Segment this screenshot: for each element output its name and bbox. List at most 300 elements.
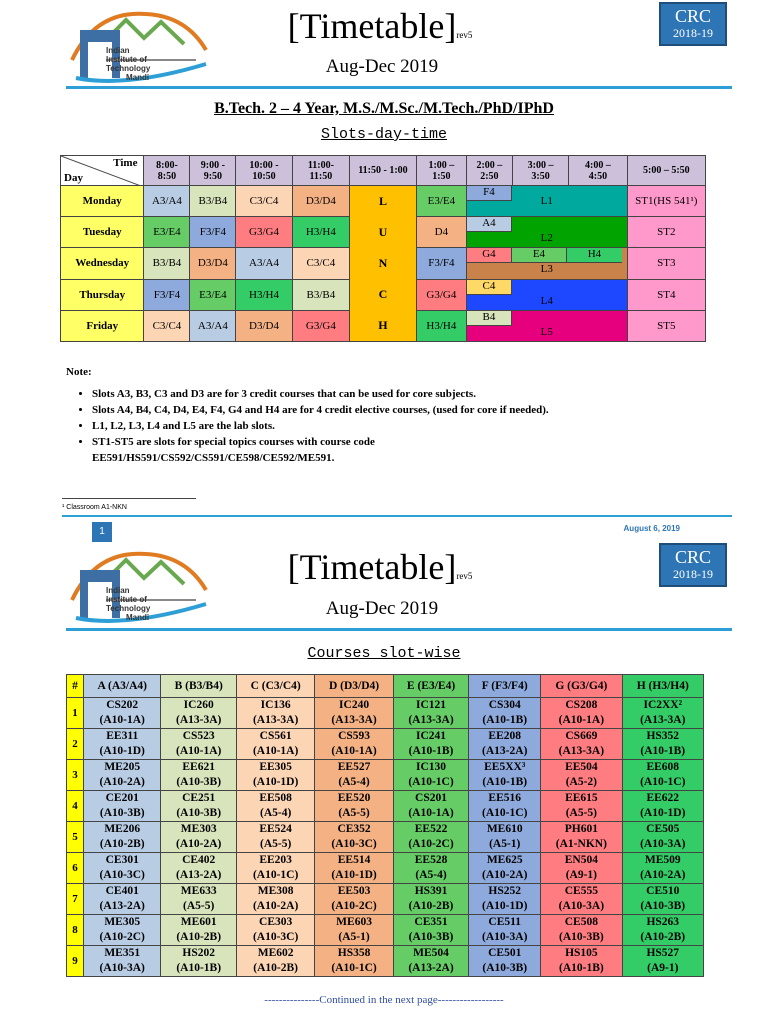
course-code: IC241 bbox=[416, 730, 447, 742]
course-cell bbox=[315, 853, 393, 884]
course-room: (A13-3A) bbox=[640, 714, 686, 726]
table-row bbox=[67, 946, 704, 977]
slot-cell: A3/A4 bbox=[144, 186, 190, 217]
course-room: (A5-5) bbox=[565, 807, 597, 819]
course-room: (A13-3A) bbox=[176, 714, 222, 726]
course-room: (A10-2B) bbox=[253, 962, 298, 974]
header-divider bbox=[66, 628, 732, 631]
course-cell bbox=[541, 853, 622, 884]
course-room: (A10-1D) bbox=[482, 900, 528, 912]
note-item: • Slots A4, B4, C4, D4, E4, F4, G4 and H4 are for 4 credit elective courses, (used for core if needed). bbox=[92, 402, 716, 418]
col-header: # bbox=[67, 675, 84, 698]
course-cell bbox=[315, 946, 393, 977]
course-code: CS201 bbox=[415, 792, 447, 804]
footnote-rule bbox=[62, 498, 196, 499]
course-cell bbox=[84, 884, 161, 915]
slot-cell: A3/A4 bbox=[236, 248, 292, 279]
course-room: (A13-2A) bbox=[176, 869, 222, 881]
slot-cell: D3/D4 bbox=[190, 248, 236, 279]
courses-slot-table bbox=[66, 674, 704, 977]
course-code: EE608 bbox=[646, 761, 680, 773]
course-cell bbox=[84, 791, 161, 822]
course-code: IC121 bbox=[416, 699, 447, 711]
row-number: 4 bbox=[67, 791, 84, 822]
time-header: 5:00 – 5:50 bbox=[627, 156, 705, 186]
course-room: (A13-3A) bbox=[331, 714, 377, 726]
col-header: F (F3/F4) bbox=[469, 675, 541, 698]
course-cell bbox=[469, 822, 541, 853]
course-cell bbox=[622, 822, 703, 853]
course-code: ME625 bbox=[486, 854, 523, 866]
course-code: CS202 bbox=[106, 699, 139, 711]
course-code: IC130 bbox=[416, 761, 447, 773]
course-room: (A5-4) bbox=[338, 776, 370, 788]
slot-cell: B3/B4 bbox=[190, 186, 236, 217]
course-room: (A1-NKN) bbox=[555, 838, 607, 850]
row-number: 6 bbox=[67, 853, 84, 884]
day-friday: Friday bbox=[61, 310, 144, 341]
course-code: CE303 bbox=[259, 916, 293, 928]
row-number: 7 bbox=[67, 884, 84, 915]
course-code: EE528 bbox=[414, 854, 448, 866]
slot-cell: F3/F4 bbox=[190, 217, 236, 248]
slot-cell: E3/E4 bbox=[144, 217, 190, 248]
course-code: EE503 bbox=[337, 885, 371, 897]
course-cell bbox=[622, 946, 703, 977]
course-cell bbox=[393, 791, 469, 822]
col-header: E (E3/E4) bbox=[393, 675, 469, 698]
course-cell bbox=[469, 760, 541, 791]
course-code: EE622 bbox=[646, 792, 680, 804]
table-row bbox=[67, 729, 704, 760]
course-room: (A10-2C) bbox=[99, 931, 145, 943]
time-header: 2:00 – 2:50 bbox=[466, 156, 512, 186]
slot-cell: C3/C4 bbox=[292, 248, 349, 279]
course-code: EE621 bbox=[182, 761, 215, 773]
course-room: (A10-1D) bbox=[99, 745, 145, 757]
slot-cell: G3/G4 bbox=[416, 279, 466, 310]
course-cell bbox=[161, 853, 237, 884]
day-tuesday: Tuesday bbox=[61, 217, 144, 248]
slots-day-time-table bbox=[60, 155, 706, 342]
course-cell bbox=[393, 915, 469, 946]
course-room: (A5-1) bbox=[338, 931, 370, 943]
notes-section bbox=[66, 364, 716, 466]
course-code: HS105 bbox=[565, 947, 598, 959]
course-room: (A10-3A) bbox=[640, 838, 686, 850]
course-code: EE514 bbox=[337, 854, 371, 866]
time-header: 8:00- 8:50 bbox=[144, 156, 190, 186]
row-number: 1 bbox=[67, 698, 84, 729]
page-date: August 6, 2019 bbox=[623, 524, 680, 533]
course-room: (A13-3A) bbox=[252, 714, 299, 726]
slot-cell: B3/B4 bbox=[292, 279, 349, 310]
courses-subheading: Courses slot-wise bbox=[307, 645, 461, 662]
row-number: 8 bbox=[67, 915, 84, 946]
course-room: (A13-3A) bbox=[558, 745, 605, 757]
course-code: ME305 bbox=[104, 916, 141, 928]
col-header: D (D3/D4) bbox=[315, 675, 393, 698]
course-room: (A10-2C) bbox=[408, 838, 454, 850]
day-thursday: Thursday bbox=[61, 279, 144, 310]
course-code: PH601 bbox=[564, 823, 598, 835]
st-cell: ST3 bbox=[627, 248, 705, 279]
notes-title: Note: bbox=[66, 366, 92, 378]
footnote: ¹ Classroom A1-NKN bbox=[62, 504, 127, 511]
course-room: (A5-5) bbox=[183, 900, 215, 912]
course-room: (A10-2B) bbox=[640, 931, 686, 943]
course-room: (A10-3B) bbox=[559, 931, 604, 943]
course-cell bbox=[84, 946, 161, 977]
table-row bbox=[67, 791, 704, 822]
course-code: ME206 bbox=[104, 823, 141, 835]
course-rows bbox=[67, 698, 704, 977]
day-monday: Monday bbox=[61, 186, 144, 217]
slot-cell: B3/B4 bbox=[144, 248, 190, 279]
course-room: (A10-1C) bbox=[252, 869, 299, 881]
course-room: (A5-5) bbox=[338, 807, 370, 819]
course-cell bbox=[469, 915, 541, 946]
course-cell bbox=[84, 698, 161, 729]
course-code: CE555 bbox=[564, 885, 598, 897]
course-room: (A10-1B) bbox=[408, 745, 454, 757]
course-code: EE615 bbox=[565, 792, 598, 804]
course-room: (A10-1D) bbox=[640, 807, 686, 819]
course-cell bbox=[236, 884, 314, 915]
corner-cell: Time Day bbox=[61, 156, 144, 186]
time-header: 11:00- 11:50 bbox=[292, 156, 349, 186]
course-code: CE251 bbox=[182, 792, 216, 804]
course-code: EE504 bbox=[565, 761, 598, 773]
course-room: (A10-1D) bbox=[252, 776, 299, 788]
course-code: CE501 bbox=[488, 947, 522, 959]
slots-subheading: Slots-day-time bbox=[320, 126, 448, 143]
course-room: (A10-1B) bbox=[482, 776, 528, 788]
course-room: (A10-3B) bbox=[176, 776, 222, 788]
lab-l5: B4 L5 bbox=[466, 310, 627, 341]
course-room: (A10-3A) bbox=[558, 900, 605, 912]
course-code: ME602 bbox=[257, 947, 294, 959]
course-room: (A10-1A) bbox=[99, 714, 145, 726]
course-code: CS593 bbox=[338, 730, 371, 742]
course-cell bbox=[541, 884, 622, 915]
course-code: ME603 bbox=[336, 916, 372, 928]
course-cell bbox=[161, 884, 237, 915]
time-header: 9:00 - 9:50 bbox=[190, 156, 236, 186]
course-cell bbox=[236, 822, 314, 853]
continued-note: ---------------Continued in the next page------------------ bbox=[264, 994, 504, 1006]
st-cell: ST2 bbox=[627, 217, 705, 248]
course-room: (A10-3A) bbox=[482, 931, 528, 943]
course-code: ME351 bbox=[104, 947, 141, 959]
time-header: 11:50 - 1:00 bbox=[350, 156, 417, 186]
program-heading: B.Tech. 2 – 4 Year, M.S./M.Sc./M.Tech./PhD/IPhD bbox=[214, 100, 554, 117]
time-header: 10:00 - 10:50 bbox=[236, 156, 292, 186]
course-cell bbox=[84, 822, 161, 853]
course-cell bbox=[161, 791, 237, 822]
course-cell bbox=[315, 760, 393, 791]
slot-cell: H3/H4 bbox=[292, 217, 349, 248]
course-cell bbox=[393, 760, 469, 791]
course-cell bbox=[541, 915, 622, 946]
course-cell bbox=[315, 698, 393, 729]
course-cell bbox=[469, 946, 541, 977]
slot-cell: C3/C4 bbox=[236, 186, 292, 217]
col-header: H (H3/H4) bbox=[622, 675, 703, 698]
course-code: CS208 bbox=[565, 699, 598, 711]
course-cell bbox=[161, 946, 237, 977]
course-cell bbox=[541, 760, 622, 791]
note-item: • Slots A3, B3, C3 and D3 are for 3 credit courses that can be used for core subjects. bbox=[92, 386, 716, 402]
course-code: CE401 bbox=[105, 885, 139, 897]
table-row bbox=[67, 884, 704, 915]
course-cell bbox=[541, 791, 622, 822]
logo-caption: Indian Institute of Technology Mandi bbox=[106, 46, 151, 82]
course-room: (A10-3B) bbox=[640, 900, 686, 912]
slot-cell: F3/F4 bbox=[144, 279, 190, 310]
course-room: (A10-3C) bbox=[331, 838, 377, 850]
course-code: CE511 bbox=[488, 916, 522, 928]
course-code: EE516 bbox=[488, 792, 522, 804]
time-header: 1:00 – 1:50 bbox=[416, 156, 466, 186]
slot-cell: D3/D4 bbox=[236, 310, 292, 341]
lunch-cell: L U N C H bbox=[350, 186, 417, 342]
course-code: HS202 bbox=[182, 947, 215, 959]
logo-caption: Indian Institute of Technology Mandi bbox=[106, 586, 151, 622]
course-cell bbox=[236, 729, 314, 760]
slot-cell: H3/H4 bbox=[236, 279, 292, 310]
table-row bbox=[67, 698, 704, 729]
course-room: (A10-2A) bbox=[482, 869, 528, 881]
course-cell bbox=[315, 791, 393, 822]
crc-badge: CRC 2018-19 bbox=[659, 2, 727, 46]
course-room: (A10-3A) bbox=[99, 962, 145, 974]
course-code: HS252 bbox=[488, 885, 522, 897]
course-cell bbox=[161, 698, 237, 729]
course-code: ME303 bbox=[180, 823, 217, 835]
course-cell bbox=[541, 729, 622, 760]
slot-cell: D4 bbox=[416, 217, 466, 248]
course-cell bbox=[541, 698, 622, 729]
course-cell bbox=[622, 698, 703, 729]
course-cell bbox=[236, 915, 314, 946]
course-cell bbox=[622, 791, 703, 822]
course-cell bbox=[315, 915, 393, 946]
course-cell bbox=[469, 791, 541, 822]
course-room: (A9-1) bbox=[647, 962, 679, 974]
course-code: CE301 bbox=[105, 854, 139, 866]
lab-l2: A4 L2 bbox=[466, 217, 627, 248]
course-code: EE508 bbox=[259, 792, 292, 804]
course-cell bbox=[469, 698, 541, 729]
page-number: 1 bbox=[92, 522, 112, 542]
note-item: • ST1-ST5 are slots for special topics courses with course code bbox=[92, 434, 716, 450]
course-cell bbox=[161, 729, 237, 760]
course-code: EN504 bbox=[564, 854, 598, 866]
course-cell bbox=[541, 822, 622, 853]
course-cell bbox=[236, 946, 314, 977]
col-header: B (B3/B4) bbox=[161, 675, 237, 698]
course-room: (A5-4) bbox=[415, 869, 447, 881]
note-item: • L1, L2, L3, L4 and L5 are the lab slots. bbox=[92, 418, 716, 434]
course-cell bbox=[622, 760, 703, 791]
course-room: (A10-2A) bbox=[99, 776, 145, 788]
course-cell bbox=[469, 884, 541, 915]
course-code: ME308 bbox=[257, 885, 294, 897]
note-item-continuation: EE591/HS591/CS592/CS591/CE598/CE592/ME591. bbox=[92, 452, 335, 464]
course-cell bbox=[622, 853, 703, 884]
course-room: (A10-2C) bbox=[331, 900, 377, 912]
course-cell bbox=[393, 853, 469, 884]
course-code: EE208 bbox=[488, 730, 522, 742]
course-room: (A10-2B) bbox=[176, 931, 222, 943]
crc-badge: CRC 2018-19 bbox=[659, 543, 727, 587]
course-room: (A10-1C) bbox=[331, 962, 377, 974]
col-header: C (C3/C4) bbox=[236, 675, 314, 698]
slot-cell: F3/F4 bbox=[416, 248, 466, 279]
course-cell bbox=[84, 853, 161, 884]
slot-cell: C3/C4 bbox=[144, 310, 190, 341]
course-room: (A10-3B) bbox=[99, 807, 145, 819]
course-room: (A10-1A) bbox=[252, 745, 299, 757]
course-code: CE351 bbox=[414, 916, 448, 928]
course-room: (A13-2A) bbox=[482, 745, 528, 757]
course-room: (A5-2) bbox=[565, 776, 597, 788]
course-code: CE505 bbox=[646, 823, 680, 835]
term-label: Aug-Dec 2019 bbox=[325, 598, 439, 619]
course-cell bbox=[469, 853, 541, 884]
time-header: 4:00 – 4:50 bbox=[569, 156, 627, 186]
course-room: (A10-1A) bbox=[176, 745, 222, 757]
course-code: CS561 bbox=[259, 730, 292, 742]
time-header: 3:00 – 3:50 bbox=[512, 156, 568, 186]
course-room: (A10-1A) bbox=[331, 745, 377, 757]
course-code: IC136 bbox=[260, 699, 291, 711]
col-header: G (G3/G4) bbox=[541, 675, 622, 698]
course-cell bbox=[315, 884, 393, 915]
course-cell bbox=[393, 822, 469, 853]
course-room: (A10-2A) bbox=[252, 900, 299, 912]
course-code: ME205 bbox=[104, 761, 141, 773]
slot-cell: A3/A4 bbox=[190, 310, 236, 341]
course-cell bbox=[469, 729, 541, 760]
course-room: (A10-1A) bbox=[558, 714, 605, 726]
page-divider bbox=[62, 515, 732, 517]
course-cell bbox=[393, 946, 469, 977]
course-code: ME633 bbox=[180, 885, 217, 897]
course-cell bbox=[161, 760, 237, 791]
table-row bbox=[67, 760, 704, 791]
course-cell bbox=[84, 915, 161, 946]
course-room: (A10-1A) bbox=[408, 807, 454, 819]
course-room: (A13-2A) bbox=[408, 962, 454, 974]
course-code: EE311 bbox=[106, 730, 139, 742]
course-code: HS352 bbox=[646, 730, 680, 742]
course-code: EE203 bbox=[259, 854, 292, 866]
course-room: (A10-2A) bbox=[640, 869, 686, 881]
course-room: (A10-2A) bbox=[176, 838, 222, 850]
course-room: (A10-3B) bbox=[408, 931, 454, 943]
slot-cell: G3/G4 bbox=[292, 310, 349, 341]
course-cell bbox=[393, 698, 469, 729]
course-room: (A5-1) bbox=[489, 838, 521, 850]
course-cell bbox=[622, 884, 703, 915]
slot-cell: D3/D4 bbox=[292, 186, 349, 217]
course-code: CS669 bbox=[565, 730, 598, 742]
course-room: (A10-1B) bbox=[559, 962, 604, 974]
page-title: [Timetable]rev5 bbox=[287, 6, 473, 46]
course-cell bbox=[236, 760, 314, 791]
course-code: ME504 bbox=[413, 947, 449, 959]
term-label: Aug-Dec 2019 bbox=[325, 56, 439, 77]
course-cell bbox=[236, 791, 314, 822]
slot-cell: E3/E4 bbox=[416, 186, 466, 217]
course-code: CE352 bbox=[337, 823, 371, 835]
course-code: IC2XX² bbox=[643, 699, 683, 711]
row-number: 3 bbox=[67, 760, 84, 791]
course-code: EE524 bbox=[259, 823, 292, 835]
header-divider bbox=[66, 86, 732, 89]
col-header: A (A3/A4) bbox=[84, 675, 161, 698]
course-room: (A5-4) bbox=[260, 807, 292, 819]
slot-cell: G3/G4 bbox=[236, 217, 292, 248]
course-cell bbox=[622, 729, 703, 760]
course-cell bbox=[236, 853, 314, 884]
course-code: HS263 bbox=[646, 916, 680, 928]
course-cell bbox=[84, 760, 161, 791]
course-cell bbox=[622, 915, 703, 946]
lab-l1: F4 L1 bbox=[466, 186, 627, 217]
st-cell: ST4 bbox=[627, 279, 705, 310]
course-code: CE201 bbox=[105, 792, 139, 804]
table-row bbox=[67, 915, 704, 946]
day-wednesday: Wednesday bbox=[61, 248, 144, 279]
course-cell bbox=[161, 915, 237, 946]
lab-l3: G4 E4 H4 L3 bbox=[466, 248, 627, 279]
course-room: (A10-1D) bbox=[331, 869, 377, 881]
course-cell bbox=[393, 884, 469, 915]
course-room: (A13-3A) bbox=[408, 714, 454, 726]
course-code: HS391 bbox=[414, 885, 448, 897]
course-code: EE520 bbox=[337, 792, 371, 804]
course-code: CS304 bbox=[488, 699, 521, 711]
course-code: ME610 bbox=[486, 823, 523, 835]
course-code: CE510 bbox=[646, 885, 680, 897]
course-room: (A5-5) bbox=[260, 838, 292, 850]
slot-cell: H3/H4 bbox=[416, 310, 466, 341]
course-room: (A10-1C) bbox=[408, 776, 454, 788]
course-code: EE305 bbox=[259, 761, 292, 773]
course-room: (A10-1B) bbox=[176, 962, 222, 974]
course-code: IC260 bbox=[183, 699, 214, 711]
st-cell: ST1(HS 541¹) bbox=[627, 186, 705, 217]
course-code: CE402 bbox=[182, 854, 216, 866]
course-cell bbox=[541, 946, 622, 977]
course-room: (A13-2A) bbox=[99, 900, 145, 912]
row-number: 9 bbox=[67, 946, 84, 977]
course-code: ME601 bbox=[180, 916, 217, 928]
course-room: (A10-1B) bbox=[482, 714, 528, 726]
lab-l4: C4 L4 bbox=[466, 279, 627, 310]
slot-cell: E3/E4 bbox=[190, 279, 236, 310]
course-room: (A10-2B) bbox=[99, 838, 145, 850]
course-code: CS523 bbox=[182, 730, 215, 742]
course-cell bbox=[393, 729, 469, 760]
course-room: (A10-1B) bbox=[640, 745, 686, 757]
course-room: (A10-3B) bbox=[176, 807, 222, 819]
course-code: ME509 bbox=[644, 854, 681, 866]
table-row bbox=[67, 853, 704, 884]
